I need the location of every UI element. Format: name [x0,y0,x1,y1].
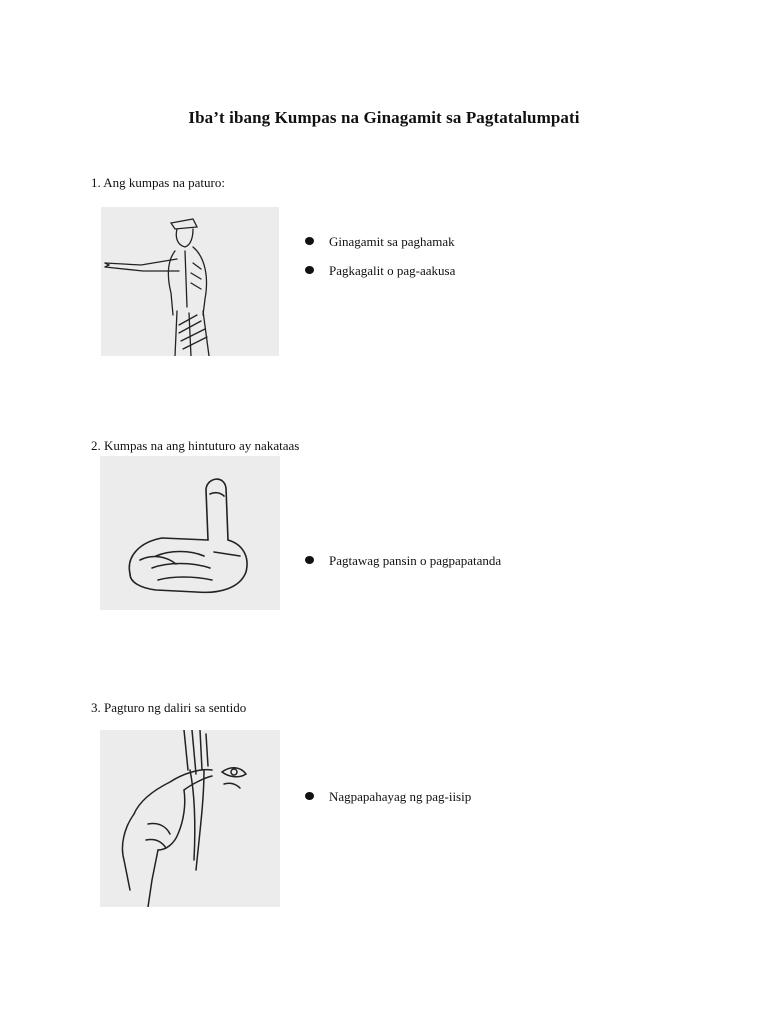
list-item: Pagkagalit o pag-aakusa [305,263,455,292]
section-1-bullets [305,234,455,292]
section-3-heading: 3. Pagturo ng daliri sa sentido [91,700,247,715]
list-item: Ginagamit sa paghamak [305,234,455,263]
man-pointing-sketch [101,207,279,356]
document-title: Iba’t ibang Kumpas na Ginagamit sa Pagtatalumpati [188,108,580,127]
raised-index-finger-sketch [100,456,280,610]
bullet-icon [305,556,314,564]
list-item: Pagtawag pansin o pagpapatanda [305,553,501,582]
section-3-bullets [305,789,471,818]
section-2-bullets [305,553,501,582]
bullet-icon [305,266,314,274]
bullet-icon [305,792,314,800]
section-2-heading: 2. Kumpas na ang hintuturo ay nakataas [91,438,300,453]
bullet-icon [305,237,314,245]
section-1-heading: 1. Ang kumpas na paturo: [91,175,225,190]
finger-to-temple-sketch [100,730,280,907]
list-item: Nagpapahayag ng pag-iisip [305,789,471,818]
